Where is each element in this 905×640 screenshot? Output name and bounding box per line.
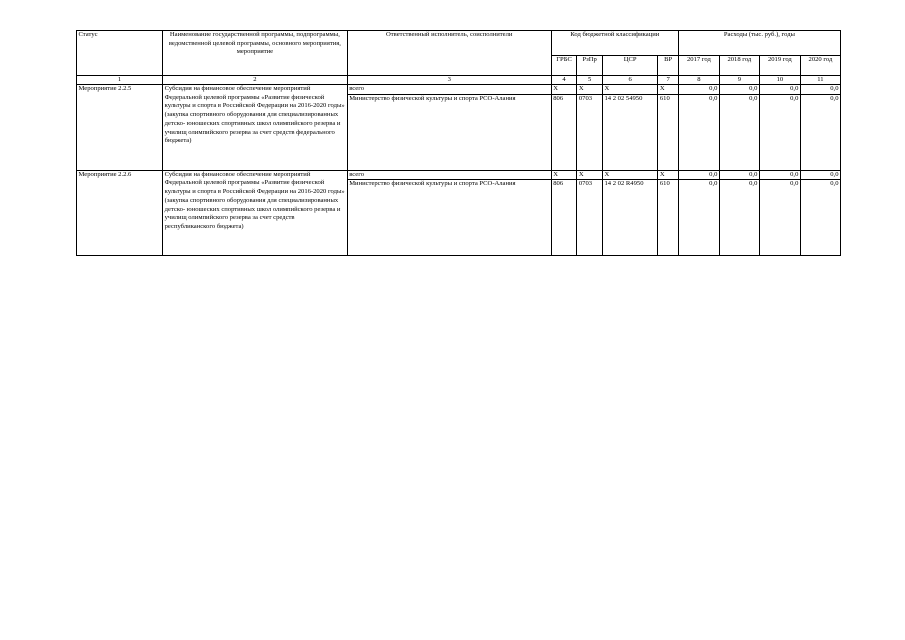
executor-cell: Министерство физической культуры и спорта РСО-Алания	[347, 94, 551, 170]
name-cell: Субсидия на финансовое обеспечение мероприятий Федеральной целевой программы «Развитие физической культуры и спорта в Российской Федерации на 2016-2020 годы» (закупка спортивного оборудования для специализированных детско- юношеских спортивных школ олимпийского резерва и училищ олимпийского резерва за счет средств республиканского бюджета)	[163, 170, 348, 256]
header-csr: ЦСР	[602, 56, 657, 76]
vr-cell: 610	[658, 180, 679, 256]
rzpr-cell: 0703	[577, 180, 603, 256]
value-2020-cell: 0,0	[800, 85, 840, 95]
status-cell: Мероприятие 2.2.5	[77, 85, 163, 171]
csr-cell: 14 2 02 54950	[602, 94, 657, 170]
value-2019-cell: 0,0	[759, 85, 800, 95]
column-number: 6	[602, 76, 657, 85]
table-row	[77, 170, 841, 180]
grbs-cell: 806	[551, 94, 577, 170]
column-number-row	[77, 76, 841, 85]
value-2019-cell: 0,0	[759, 170, 800, 180]
executor-cell: всего	[347, 170, 551, 180]
value-2018-cell: 0,0	[719, 85, 759, 95]
header-rzpr: РзПр	[577, 56, 603, 76]
rzpr-cell: 0703	[577, 94, 603, 170]
column-number: 3	[347, 76, 551, 85]
column-number: 7	[658, 76, 679, 85]
vr-cell: X	[658, 85, 679, 95]
budget-table	[76, 30, 841, 256]
column-number: 4	[551, 76, 577, 85]
value-2018-cell: 0,0	[719, 170, 759, 180]
header-year-2017: 2017 год	[678, 56, 719, 76]
header-vr: ВР	[658, 56, 679, 76]
header-year-2019: 2019 год	[759, 56, 800, 76]
status-cell: Мероприятие 2.2.6	[77, 170, 163, 256]
executor-cell: Министерство физической культуры и спорта РСО-Алания	[347, 180, 551, 256]
value-2018-cell: 0,0	[719, 180, 759, 256]
value-2017-cell: 0,0	[678, 85, 719, 95]
csr-cell: X	[602, 170, 657, 180]
header-status: Статус	[77, 31, 163, 76]
header-year-2020: 2020 год	[800, 56, 840, 76]
name-cell: Субсидия на финансовое обеспечение мероприятий Федеральной целевой программы «Развитие физической культуры и спорта в Российской Федерации на 2016-2020 годы» (закупка спортивного оборудования для специализированных детско- юношеских спортивных школ олимпийского резерва и училищ олимпийского резерва за счет средств федерального бюджета)	[163, 85, 348, 171]
vr-cell: X	[658, 170, 679, 180]
column-number: 5	[577, 76, 603, 85]
value-2017-cell: 0,0	[678, 170, 719, 180]
header-expenses: Расходы (тыс. руб.), годы	[678, 31, 840, 56]
column-number: 2	[163, 76, 348, 85]
column-number: 1	[77, 76, 163, 85]
vr-cell: 610	[658, 94, 679, 170]
rzpr-cell: X	[577, 170, 603, 180]
value-2019-cell: 0,0	[759, 94, 800, 170]
value-2020-cell: 0,0	[800, 180, 840, 256]
column-number: 10	[759, 76, 800, 85]
value-2020-cell: 0,0	[800, 170, 840, 180]
value-2020-cell: 0,0	[800, 94, 840, 170]
grbs-cell: 806	[551, 180, 577, 256]
grbs-cell: X	[551, 170, 577, 180]
value-2017-cell: 0,0	[678, 94, 719, 170]
csr-cell: X	[602, 85, 657, 95]
column-number: 9	[719, 76, 759, 85]
column-number: 8	[678, 76, 719, 85]
csr-cell: 14 2 02 R4950	[602, 180, 657, 256]
rzpr-cell: X	[577, 85, 603, 95]
value-2017-cell: 0,0	[678, 180, 719, 256]
value-2019-cell: 0,0	[759, 180, 800, 256]
header-kbk: Код бюджетной классификации	[551, 31, 678, 56]
header-executor: Ответственный исполнитель, соисполнители	[347, 31, 551, 76]
table-row	[77, 85, 841, 95]
column-number: 11	[800, 76, 840, 85]
header-grbs: ГРБС	[551, 56, 577, 76]
header-name: Наименование государственной программы, подпрограммы, ведомственной целевой программы, основного мероприятия, мероприятие	[163, 31, 348, 76]
grbs-cell: X	[551, 85, 577, 95]
executor-cell: всего	[347, 85, 551, 95]
value-2018-cell: 0,0	[719, 94, 759, 170]
header-year-2018: 2018 год	[719, 56, 759, 76]
